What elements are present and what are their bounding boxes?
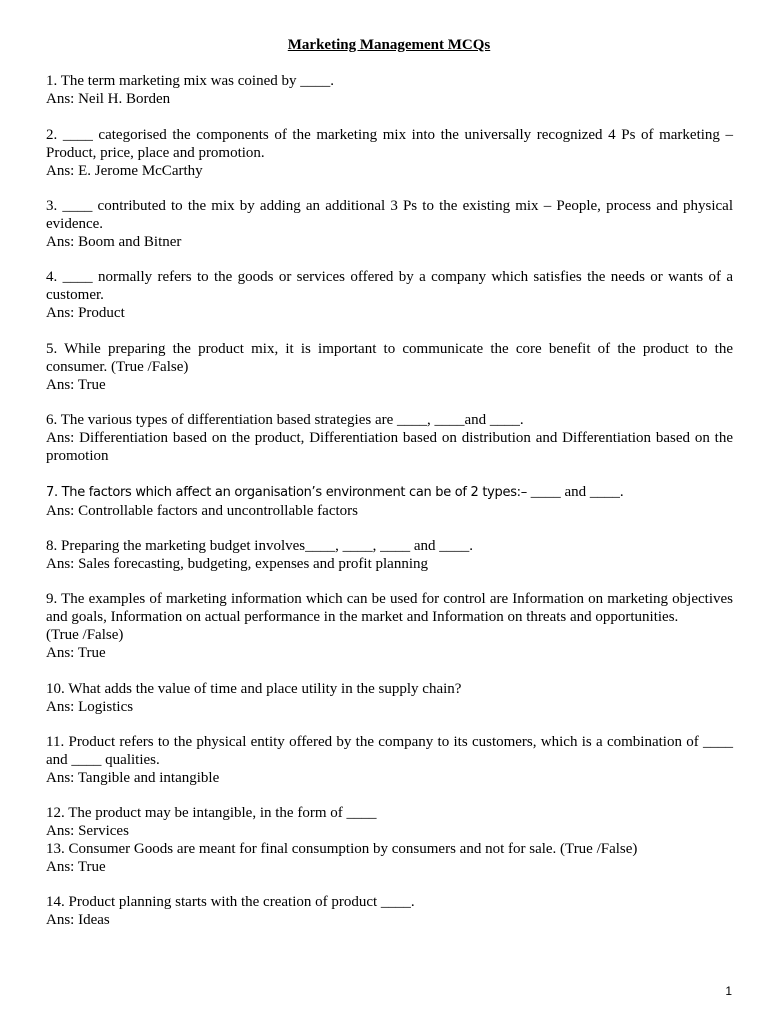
answer-text: Ans: Services: [46, 823, 129, 839]
question-text: 1. The term marketing mix was coined by ____.: [46, 73, 334, 89]
answer-text: Ans: Neil H. Borden: [46, 91, 171, 107]
question-text: 9. The examples of marketing information which can be used for control are Information on marketing objectives and goals, Information on actual performance in the market and Information on threats and opportunities.: [46, 591, 733, 625]
question-text: 10. What adds the value of time and place utility in the supply chain?: [46, 681, 462, 697]
question-block-6: [46, 411, 733, 465]
question-text-part-2: ____ and ____.: [526, 484, 624, 500]
question-text: 13. Consumer Goods are meant for final consumption by consumers and not for sale. (True /False): [46, 841, 638, 857]
question-text: 8. Preparing the marketing budget involves____, ____, ____ and ____.: [46, 538, 474, 554]
question-block-9: [46, 590, 733, 662]
question-block-12: [46, 804, 733, 840]
question-text: 11. Product refers to the physical entity offered by the company to its customers, which is a combination of ____ and ____ qualities.: [46, 734, 733, 768]
answer-text: Ans: True: [46, 645, 106, 661]
answer-text: Ans: True: [46, 377, 106, 393]
question-text: 6. The various types of differentiation based strategies are ____, ____and ____.: [46, 412, 524, 428]
question-text: 2. ____ categorised the components of the marketing mix into the universally recognized 4 Ps of marketing – Product, price, place and promotion.: [46, 127, 733, 161]
answer-text: Ans: Boom and Bitner: [46, 234, 182, 250]
question-text: 14. Product planning starts with the creation of product ____.: [46, 894, 415, 910]
answer-text: Ans: Tangible and intangible: [46, 770, 220, 786]
answer-text: Ans: Logistics: [46, 699, 134, 715]
answer-text: Ans: Controllable factors and uncontrollable factors: [46, 503, 358, 519]
question-block-10: [46, 680, 733, 716]
question-block-4: [46, 268, 733, 322]
answer-text: Ans: Product: [46, 305, 125, 321]
question-block-13: [46, 840, 733, 876]
question-block-14: [46, 893, 733, 929]
question-text: [46, 483, 733, 502]
question-text-part-1: 7. The factors which affect an organisation’s environment can be of 2 types:–: [46, 485, 527, 500]
document-title: Marketing Management MCQs: [287, 37, 491, 53]
question-text: 4. ____ normally refers to the goods or services offered by a company which satisfies the needs or wants of a customer.: [46, 269, 733, 303]
question-text: 5. While preparing the product mix, it is important to communicate the core benefit of the product to the consumer. (True /False): [46, 341, 733, 375]
question-block-3: [46, 197, 733, 251]
answer-text: Ans: Ideas: [46, 912, 110, 928]
question-block-11: [46, 733, 733, 787]
question-text: 12. The product may be intangible, in the form of ____: [46, 805, 377, 821]
question-text: 3. ____ contributed to the mix by adding an additional 3 Ps to the existing mix – People, process and physical evidence.: [46, 198, 733, 232]
question-block-5: [46, 340, 733, 394]
answer-text: Ans: E. Jerome McCarthy: [46, 163, 203, 179]
question-block-8: [46, 537, 733, 573]
page-number: 1: [725, 984, 732, 998]
question-true-false: (True /False): [46, 627, 124, 643]
answer-text: Ans: Sales forecasting, budgeting, expenses and profit planning: [46, 556, 429, 572]
answer-text: Ans: True: [46, 859, 106, 875]
question-block-2: [46, 126, 733, 180]
question-block-7: [46, 483, 733, 520]
question-block-1: [46, 72, 733, 108]
answer-text: Ans: Differentiation based on the product, Differentiation based on distribution and Differentiation based on the promotion: [46, 430, 733, 464]
